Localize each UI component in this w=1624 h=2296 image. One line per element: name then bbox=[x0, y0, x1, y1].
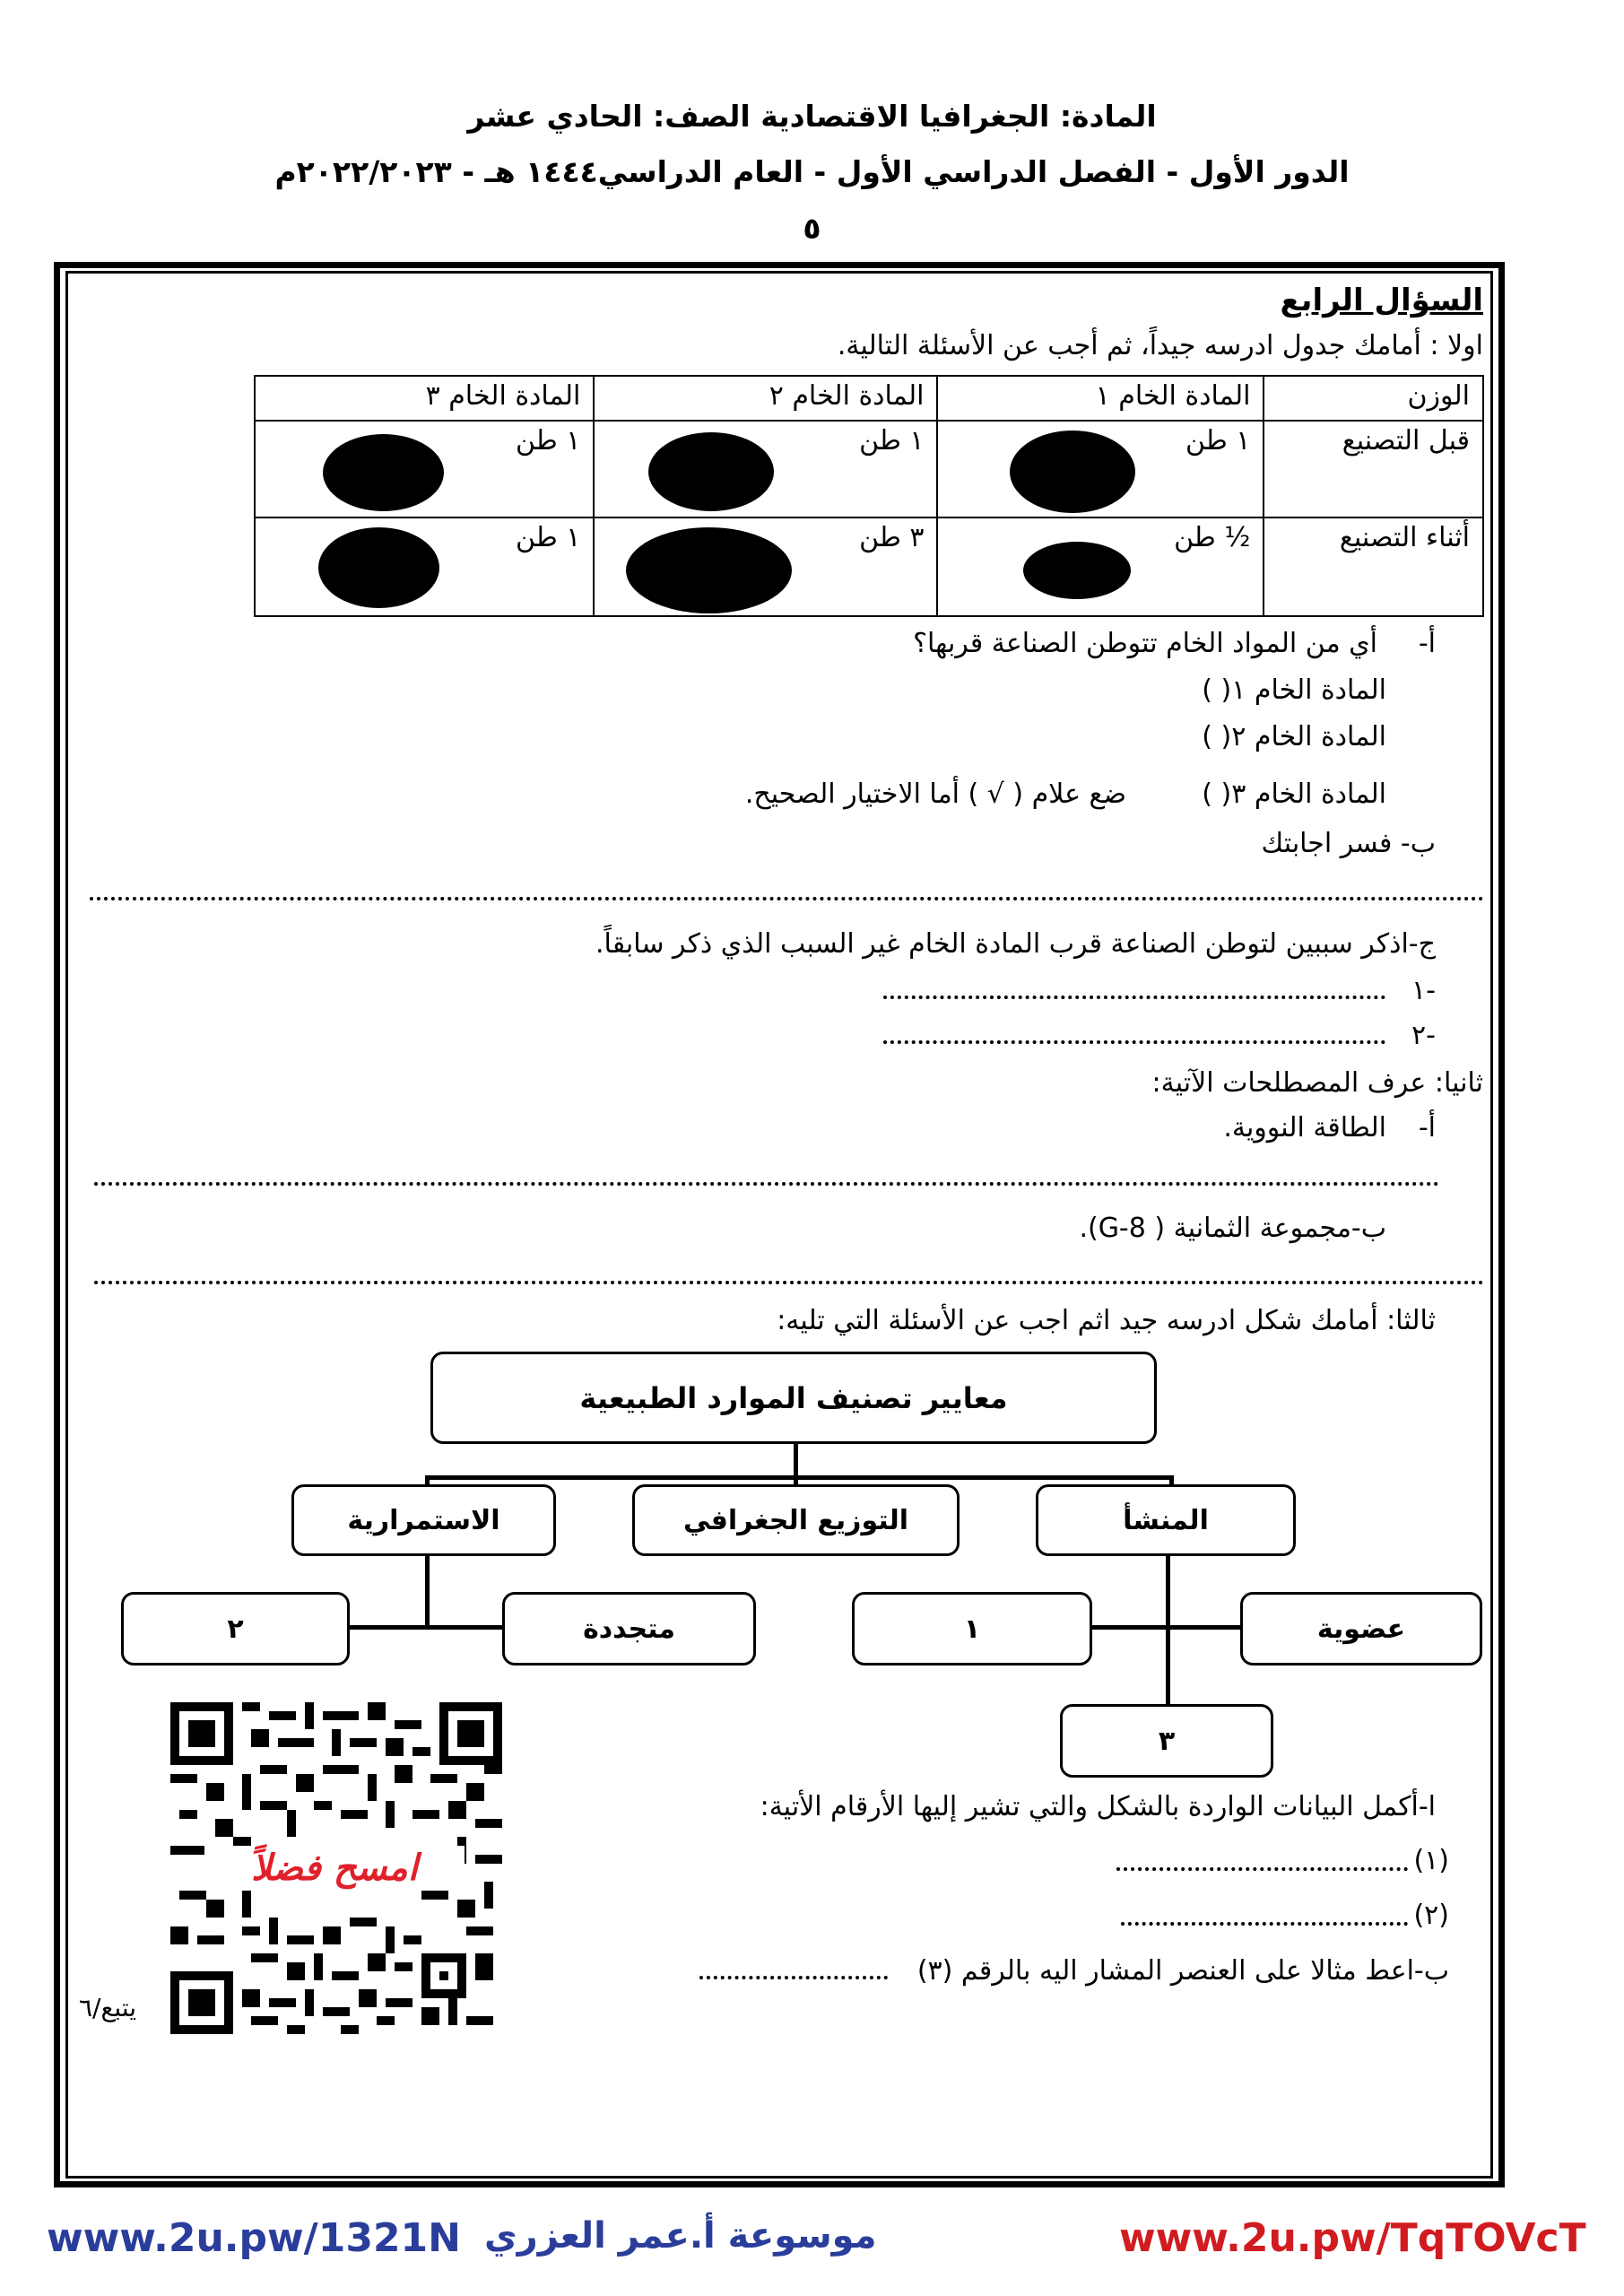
answer-line bbox=[699, 1976, 888, 1979]
answer-line bbox=[94, 1182, 1439, 1186]
qb-text: ب- فسر اجابتك bbox=[1261, 828, 1436, 859]
p2a-text: الطاقة النووية. bbox=[1223, 1112, 1386, 1144]
qr-caption: امسح فضلاً bbox=[204, 1846, 465, 1891]
question-title: السؤال الرابع bbox=[1280, 283, 1483, 318]
mark-instruction: ضع علام ( √ ) أما الاختيار الصحيح. bbox=[744, 778, 1126, 810]
answer-line bbox=[883, 1040, 1385, 1044]
qc-item-1: -١ bbox=[1411, 975, 1436, 1006]
p2b-text: ب-مجموعة الثمانية ( G-8). bbox=[1079, 1213, 1386, 1244]
table-header-weight: الوزن bbox=[1264, 376, 1483, 421]
cell-value: ١ طن bbox=[859, 425, 925, 457]
part3-intro: ثالثا: أمامك شكل ادرسه جيد اثم اجب عن الأسئلة التي تليه: bbox=[777, 1305, 1436, 1336]
row-label-during: أثناء التصنيع bbox=[1264, 517, 1483, 616]
qa-label: أ- bbox=[1418, 628, 1436, 659]
diagram-distribution-box: التوزيع الجغرافي bbox=[632, 1484, 960, 1556]
answer-line bbox=[1116, 1867, 1408, 1871]
redaction-blob bbox=[648, 432, 774, 511]
continue-note: يتبع/٦ bbox=[79, 1993, 137, 2022]
cell-before-m2 bbox=[594, 421, 937, 517]
connector bbox=[348, 1625, 505, 1630]
redaction-blob bbox=[1023, 542, 1131, 599]
cell-during-m3 bbox=[255, 517, 594, 616]
diagram-box-1: ١ bbox=[852, 1592, 1092, 1665]
diagram-origin-box: المنشأ bbox=[1036, 1484, 1296, 1556]
footer-center-text: موسوعة أ.عمر العزري bbox=[484, 2215, 877, 2257]
p3b-text: ب-اعط مثالا على العنصر المشار اليه بالرقم (٣) bbox=[916, 1955, 1449, 1987]
cell-value: ١ طن bbox=[515, 425, 581, 457]
redaction-blob bbox=[626, 527, 792, 613]
cell-value: ٣ طن bbox=[859, 522, 925, 553]
page-number: ٥ bbox=[803, 211, 821, 246]
diagram-organic-box: عضوية bbox=[1240, 1592, 1482, 1665]
connector bbox=[1166, 1553, 1170, 1706]
qa-text: أي من المواد الخام تتوطن الصناعة قربها؟ bbox=[913, 628, 1377, 659]
header-term: الدور الأول - الفصل الدراسي الأول - العام الدراسي١٤٤٤ هـ - ٢٠٢٢/٢٠٢٣م bbox=[274, 154, 1350, 189]
option-material-1: المادة الخام ١( ) bbox=[1202, 674, 1386, 706]
cell-value: ١ طن bbox=[515, 522, 581, 553]
answer-line bbox=[90, 897, 1484, 900]
p3a-item-2: (٢) bbox=[1413, 1900, 1449, 1931]
connector bbox=[425, 1475, 1174, 1480]
cell-value: ١ طن bbox=[1185, 425, 1251, 457]
diagram-box-3: ٣ bbox=[1060, 1704, 1273, 1778]
footer-left-link[interactable]: www.2u.pw/1321N bbox=[47, 2215, 461, 2261]
part2-intro: ثانيا: عرف المصطلحات الآتية: bbox=[1151, 1067, 1483, 1099]
option-material-3: المادة الخام ٣( ) bbox=[1202, 778, 1386, 810]
answer-line bbox=[883, 996, 1385, 999]
redaction-blob bbox=[318, 527, 439, 608]
part1-intro: اولا : أمامك جدول ادرسه جيداً، ثم أجب عن الأسئلة التالية. bbox=[837, 330, 1483, 361]
header-subject: المادة: الجغرافيا الاقتصادية الصف: الحادي عشر bbox=[467, 99, 1157, 134]
redaction-blob bbox=[1010, 430, 1135, 513]
cell-value: ½ طن bbox=[1174, 522, 1251, 553]
qc-item-2: -٢ bbox=[1411, 1020, 1436, 1051]
p3a-item-1: (١) bbox=[1413, 1845, 1449, 1876]
connector bbox=[1090, 1625, 1242, 1630]
qc-text: ج-اذكر سببين لتوطن الصناعة قرب المادة الخام غير السبب الذي ذكر سابقاً. bbox=[595, 928, 1436, 960]
connector bbox=[794, 1442, 798, 1478]
answer-line bbox=[1121, 1922, 1408, 1926]
cell-during-m1 bbox=[937, 517, 1264, 616]
weight-table bbox=[254, 375, 1484, 617]
option-material-2: المادة الخام ٢( ) bbox=[1202, 721, 1386, 752]
cell-before-m3 bbox=[255, 421, 594, 517]
cell-during-m2 bbox=[594, 517, 937, 616]
diagram-continuity-box: الاستمرارية bbox=[291, 1484, 556, 1556]
row-label-before: قبل التصنيع bbox=[1264, 421, 1483, 517]
cell-before-m1 bbox=[937, 421, 1264, 517]
p2a-label: أ- bbox=[1418, 1112, 1436, 1144]
connector bbox=[425, 1553, 430, 1630]
answer-line bbox=[94, 1281, 1484, 1284]
footer-right-link[interactable]: www.2u.pw/TqTOVcT bbox=[1119, 2215, 1586, 2261]
table-header-material-3: المادة الخام ٣ bbox=[255, 376, 594, 421]
table-header-material-2: المادة الخام ٢ bbox=[594, 376, 937, 421]
table-header-material-1: المادة الخام ١ bbox=[937, 376, 1264, 421]
p3a-text: ا-أكمل البيانات الواردة بالشكل والتي تشير إليها الأرقام الأتية: bbox=[760, 1791, 1436, 1822]
diagram-renewable-box: متجددة bbox=[502, 1592, 756, 1665]
diagram-root-box: معايير تصنيف الموارد الطبيعية bbox=[430, 1352, 1157, 1444]
diagram-box-2: ٢ bbox=[121, 1592, 350, 1665]
redaction-blob bbox=[323, 434, 444, 511]
